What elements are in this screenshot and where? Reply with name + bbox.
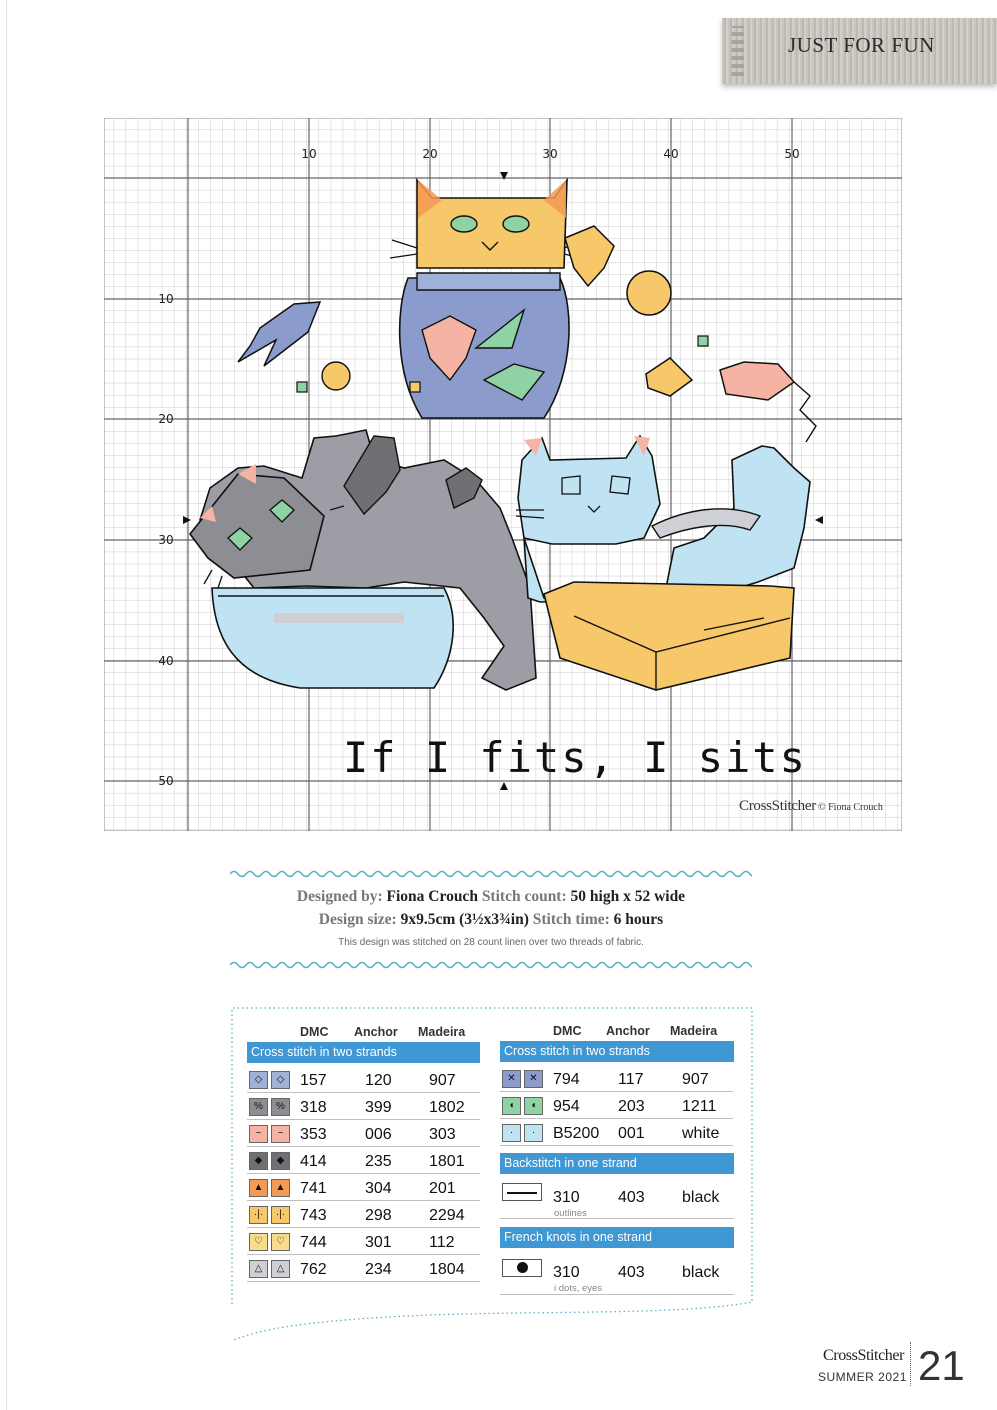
thread-dmc: 318 <box>300 1099 327 1116</box>
thread-swatch: ·|· <box>249 1206 268 1224</box>
chart-brand: CrossStitcher <box>739 798 816 814</box>
thread-swatch: ·|· <box>271 1206 290 1224</box>
thread-swatch: △ <box>271 1260 290 1278</box>
backstitch-use: outlines <box>554 1208 587 1219</box>
thread-madeira: 1211 <box>682 1098 717 1115</box>
thread-swatch: · <box>502 1124 521 1142</box>
right-head-madeira: Madeira <box>670 1024 718 1038</box>
cross-stitch-chart <box>104 118 902 831</box>
french-knots-row <box>500 1255 734 1295</box>
thread-swatch: ◖ <box>524 1097 543 1115</box>
thread-swatch: ▲ <box>271 1179 290 1197</box>
thread-swatch: ◆ <box>271 1152 290 1170</box>
thread-madeira: 2294 <box>429 1207 465 1224</box>
thread-anchor: 117 <box>618 1071 644 1088</box>
thread-swatch: · <box>524 1124 543 1142</box>
thread-swatch: ✕ <box>524 1070 543 1088</box>
french-knot-swatch <box>502 1259 542 1277</box>
backstitch-bar: Backstitch in one strand <box>500 1153 734 1174</box>
row-label-10: 10 <box>158 292 174 306</box>
thread-anchor: 235 <box>365 1153 392 1170</box>
designed-by-label: Designed by: <box>296 888 383 905</box>
thread-swatch: ~ <box>249 1125 268 1143</box>
specs-line-2 <box>230 911 752 929</box>
row-label-30: 30 <box>158 533 174 547</box>
french-knots-madeira: black <box>682 1264 720 1281</box>
col-label-40: 40 <box>663 147 679 161</box>
divider-wave-top <box>230 869 752 879</box>
stitch-count-label: Stitch count: <box>481 888 567 905</box>
right-head-anchor: Anchor <box>606 1024 650 1038</box>
thread-dmc: 157 <box>300 1072 327 1089</box>
footer-brand: CrossStitcher <box>823 1347 905 1364</box>
designed-by-value: Fiona Crouch <box>386 888 478 905</box>
french-knots-dmc: 310 <box>553 1264 580 1281</box>
thread-dmc: B5200 <box>553 1125 600 1142</box>
thread-anchor: 006 <box>365 1126 392 1143</box>
chart-grid <box>104 118 902 831</box>
backstitch-row <box>500 1179 734 1219</box>
left-head-dmc: DMC <box>300 1025 329 1039</box>
left-key-row <box>247 1229 480 1255</box>
thread-swatch: ▲ <box>249 1179 268 1197</box>
row-label-40: 40 <box>158 654 174 668</box>
thread-madeira: 1802 <box>429 1099 465 1116</box>
thread-anchor: 001 <box>618 1125 645 1142</box>
thread-madeira: 907 <box>429 1072 456 1089</box>
left-head-madeira: Madeira <box>418 1025 466 1039</box>
left-key-row <box>247 1094 480 1120</box>
thread-madeira: 112 <box>429 1234 455 1251</box>
right-head-dmc: DMC <box>553 1024 582 1038</box>
thread-madeira: 1804 <box>429 1261 465 1278</box>
left-cross-stitch-bar: Cross stitch in two strands <box>247 1042 480 1063</box>
top-cat-eye-left <box>451 216 477 232</box>
thread-swatch: ◇ <box>271 1071 290 1089</box>
left-key-row <box>247 1256 480 1282</box>
footer-separator <box>910 1342 911 1386</box>
left-head-anchor: Anchor <box>354 1025 398 1039</box>
section-ribbon <box>722 18 997 84</box>
thread-anchor: 304 <box>365 1180 392 1197</box>
backstitch-dmc: 310 <box>553 1189 580 1206</box>
chart-copyright: © Fiona Crouch <box>818 802 883 813</box>
left-key-row <box>247 1067 480 1093</box>
row-label-20: 20 <box>158 412 174 426</box>
thread-anchor: 399 <box>365 1099 392 1116</box>
thread-swatch: ◆ <box>249 1152 268 1170</box>
thread-swatch: ♡ <box>249 1233 268 1251</box>
thread-swatch: % <box>249 1098 268 1116</box>
thread-anchor: 120 <box>365 1072 392 1089</box>
thread-swatch: △ <box>249 1260 268 1278</box>
design-size-label: Design size: <box>318 911 397 928</box>
thread-madeira: 1801 <box>429 1153 465 1170</box>
page-edge-rule <box>6 0 7 1410</box>
thread-swatch: ♡ <box>271 1233 290 1251</box>
yarn-ball <box>627 271 671 315</box>
small-ball <box>322 362 350 390</box>
chart-motto: If I fits, I sits <box>343 733 807 782</box>
fabric-note: This design was stitched on 28 count linen over two threads of fabric. <box>338 937 644 948</box>
divider-wave-bottom <box>230 960 752 970</box>
thread-dmc: 744 <box>300 1234 327 1251</box>
design-size-value: 9x9.5cm (3½x3¾in) <box>400 911 529 928</box>
thread-dmc: 353 <box>300 1126 327 1143</box>
col-label-20: 20 <box>422 147 438 161</box>
ribbon-stitch-texture <box>732 26 744 76</box>
top-cat-eye-right <box>503 216 529 232</box>
thread-anchor: 203 <box>618 1098 645 1115</box>
thread-swatch: ◇ <box>249 1071 268 1089</box>
thread-swatch: ~ <box>271 1125 290 1143</box>
right-key-row <box>500 1066 733 1092</box>
thread-dmc: 743 <box>300 1207 327 1224</box>
right-key-row <box>500 1120 733 1146</box>
left-key-row <box>247 1148 480 1174</box>
thread-dmc: 762 <box>300 1261 327 1278</box>
thread-madeira: 303 <box>429 1126 456 1143</box>
thread-swatch: % <box>271 1098 290 1116</box>
backstitch-madeira: black <box>682 1189 720 1206</box>
left-key-row <box>247 1175 480 1201</box>
thread-dmc: 954 <box>553 1098 580 1115</box>
page-number: 21 <box>918 1342 965 1389</box>
thread-anchor: 234 <box>365 1261 392 1278</box>
thread-anchor: 301 <box>365 1234 392 1251</box>
thread-dmc: 794 <box>553 1071 580 1088</box>
thread-swatch: ◖ <box>502 1097 521 1115</box>
thread-madeira: 907 <box>682 1071 709 1088</box>
thread-madeira: 201 <box>429 1180 456 1197</box>
backstitch-swatch <box>502 1183 542 1201</box>
footer-issue: SUMMER 2021 <box>818 1370 907 1384</box>
stitch-time-value: 6 hours <box>613 911 664 928</box>
left-key-row <box>247 1121 480 1147</box>
section-label: JUST FOR FUN <box>788 33 935 57</box>
thread-dmc: 741 <box>300 1180 327 1197</box>
french-knots-anchor: 403 <box>618 1264 645 1281</box>
right-cross-stitch-bar: Cross stitch in two strands <box>500 1041 734 1062</box>
stitch-count-value: 50 high x 52 wide <box>570 888 686 905</box>
left-key-row <box>247 1202 480 1228</box>
stitch-time-label: Stitch time: <box>532 911 610 928</box>
thread-key <box>232 1007 754 1305</box>
french-knots-bar: French knots in one strand <box>500 1227 734 1248</box>
row-label-50: 50 <box>158 774 174 788</box>
col-label-50: 50 <box>784 147 800 161</box>
thread-dmc: 414 <box>300 1153 327 1170</box>
thread-madeira: white <box>682 1125 720 1142</box>
col-label-30: 30 <box>542 147 558 161</box>
backstitch-anchor: 403 <box>618 1189 645 1206</box>
thread-anchor: 298 <box>365 1207 392 1224</box>
col-label-10: 10 <box>301 147 317 161</box>
thread-swatch: ✕ <box>502 1070 521 1088</box>
right-key-row <box>500 1093 733 1119</box>
specs-line-1 <box>230 888 752 906</box>
french-knots-use: i dots, eyes <box>554 1283 603 1294</box>
